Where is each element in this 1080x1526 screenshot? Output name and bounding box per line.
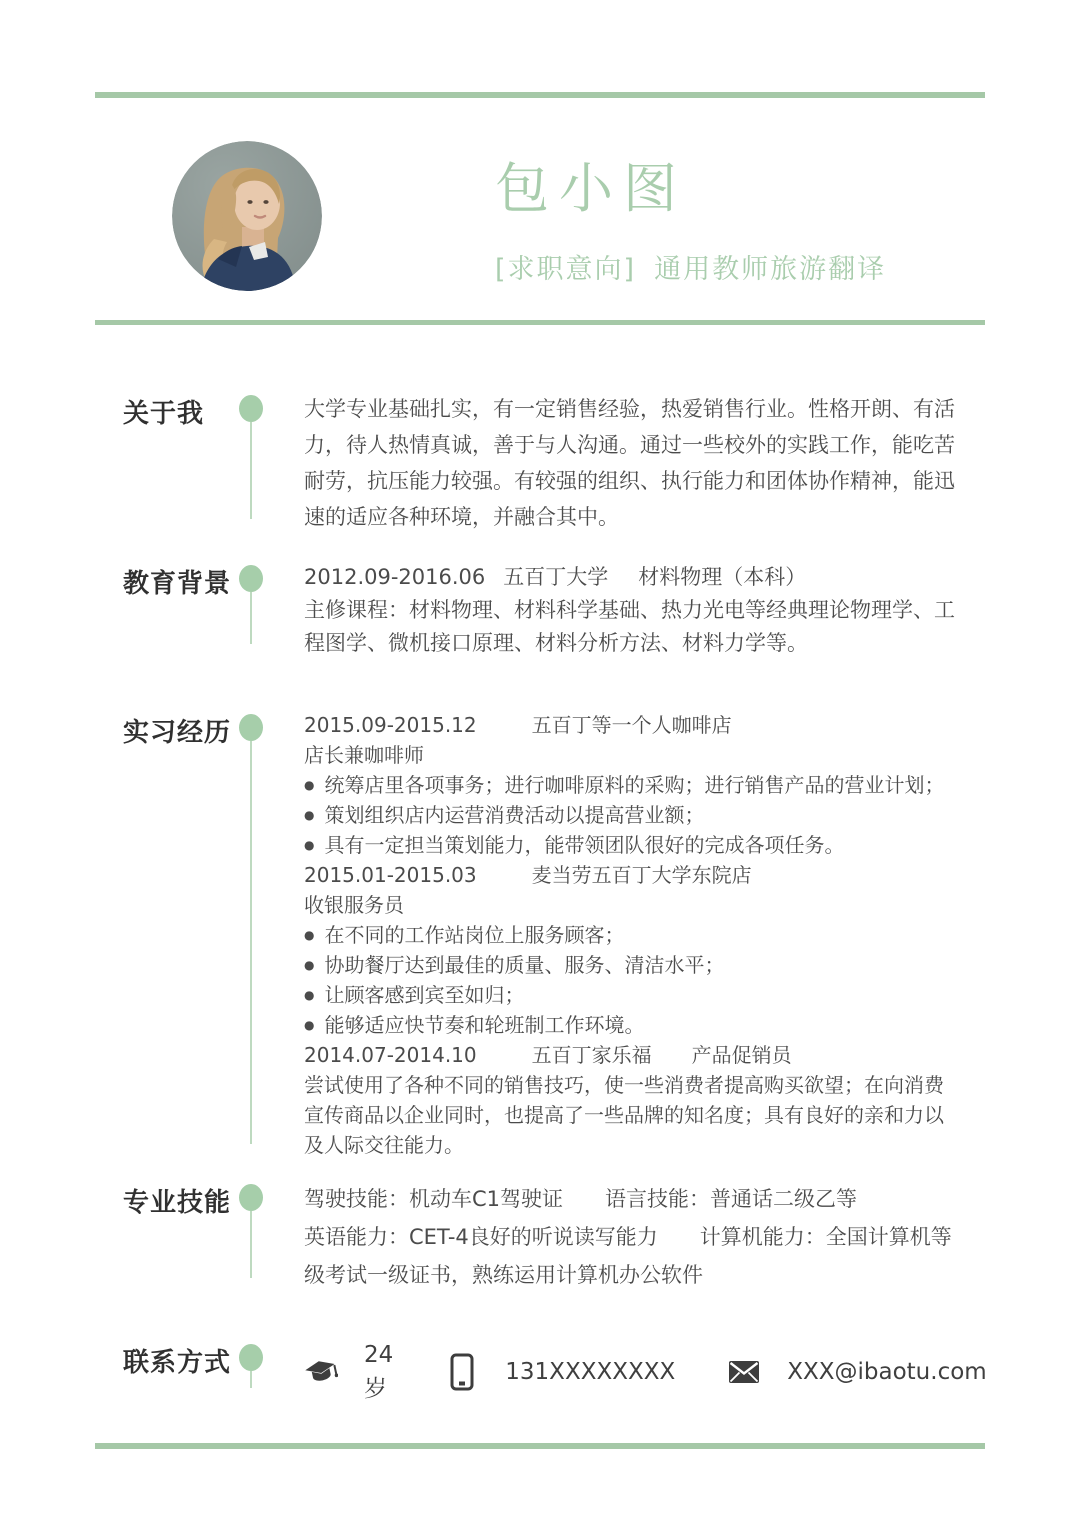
job-role: 产品促销员 — [691, 1043, 792, 1067]
timeline-dot — [239, 1184, 263, 1211]
job-bullet: ● 具有一定担当策划能力，能带领团队很好的完成各项任务。 — [304, 830, 960, 860]
timeline-line — [250, 1371, 252, 1388]
education-degree-line — [304, 561, 960, 594]
timeline-dot — [239, 1344, 263, 1371]
job-company: 麦当劳五百丁大学东院店 — [531, 863, 752, 887]
bullet-icon: ● — [304, 778, 315, 792]
timeline-internship — [238, 714, 264, 1160]
job-bullet: ● 让顾客感到宾至如归； — [304, 980, 960, 1010]
skills-line: 驾驶技能：机动车C1驾驶证 语言技能：普通话二级乙等 — [304, 1187, 858, 1211]
header-divider — [95, 320, 985, 325]
job-description: 尝试使用了各种不同的销售技巧，使一些消费者提高购买欲望；在向消费宣传商品以企业同时，也提高了一些品牌的知名度；具有良好的亲和力以及人际交往能力。 — [304, 1073, 944, 1157]
bottom-divider — [95, 1443, 985, 1449]
job-bullet: ● 能够适应快节奏和轮班制工作环境。 — [304, 1010, 960, 1040]
timeline-dot — [239, 395, 263, 422]
job-intent-value: 通用教师旅游翻译 — [654, 254, 887, 285]
top-divider — [95, 92, 985, 98]
phone-icon — [445, 1353, 479, 1391]
job-bullet: ● 协助餐厅达到最佳的质量、服务、清洁水平； — [304, 950, 960, 980]
timeline-education — [238, 565, 264, 660]
education-content — [304, 561, 960, 660]
graduation-cap-icon — [304, 1358, 338, 1386]
timeline-skills — [238, 1184, 264, 1294]
timeline-dot — [239, 565, 263, 592]
job-head — [304, 1040, 960, 1070]
bullet-icon: ● — [304, 808, 315, 822]
contact-email: XXX@ibaotu.com — [787, 1359, 987, 1385]
section-about-title: 关于我 — [123, 399, 205, 429]
timeline-line — [250, 422, 252, 519]
job-role: 店长兼咖啡师 — [304, 743, 424, 767]
job-head — [304, 860, 960, 890]
job-bullet: ● 在不同的工作站岗位上服务顾客； — [304, 920, 960, 950]
job-bullet: ● 统筹店里各项事务；进行咖啡原料的采购；进行销售产品的营业计划； — [304, 770, 960, 800]
job-intent-label: [求职意向] — [495, 254, 637, 285]
job-date: 2015.01-2015.03 — [304, 863, 477, 887]
bullet-icon: ● — [304, 958, 315, 972]
job-entry — [304, 710, 960, 860]
section-skills-title: 专业技能 — [123, 1188, 232, 1218]
job-role: 收银服务员 — [304, 893, 404, 917]
bullet-icon: ● — [304, 1018, 315, 1032]
section-about — [123, 391, 960, 535]
section-contact-title: 联系方式 — [123, 1348, 232, 1378]
contact-item-age — [304, 1338, 393, 1406]
bullet-icon: ● — [304, 838, 315, 852]
skills-content — [304, 1180, 960, 1294]
header-text — [495, 146, 886, 286]
timeline-about — [238, 395, 264, 535]
job-company: 五百丁等一个人咖啡店 — [531, 713, 732, 737]
timeline-line — [250, 592, 252, 644]
envelope-icon — [727, 1361, 761, 1383]
job-date: 2014.07-2014.10 — [304, 1043, 477, 1067]
section-education-title: 教育背景 — [123, 569, 232, 599]
timeline-line — [250, 1211, 252, 1278]
section-education — [123, 561, 960, 660]
education-school: 五百丁大学 — [503, 565, 609, 589]
header — [95, 140, 985, 292]
job-date: 2015.09-2015.12 — [304, 713, 477, 737]
job-bullet: ● 策划组织店内运营消费活动以提高营业额； — [304, 800, 960, 830]
education-major: 材料物理（本科） — [638, 565, 807, 589]
job-company: 五百丁家乐福 — [531, 1043, 652, 1067]
internship-content — [304, 710, 960, 1160]
contact-row — [304, 1340, 987, 1404]
profile-photo — [172, 141, 322, 291]
contact-item-email — [727, 1355, 986, 1389]
candidate-name: 包小图 — [495, 157, 687, 220]
education-date: 2012.09-2016.06 — [304, 565, 486, 589]
contact-age: 24岁 — [364, 1342, 394, 1402]
timeline-line — [250, 741, 252, 1144]
job-intent — [495, 247, 886, 286]
job-head — [304, 710, 960, 740]
skills-line: 英语能力：CET-4良好的听说读写能力 计算机能力：全国计算机等级考试一级证书，熟练运用计算机办公软件 — [304, 1225, 952, 1287]
contact-phone: 131XXXXXXXX — [505, 1359, 676, 1385]
education-courses: 主修课程：材料物理、材料科学基础、热力光电等经典理论物理学、工程图学、微机接口原理、材料分析方法、材料力学等。 — [304, 598, 955, 655]
section-internship — [123, 710, 960, 1160]
job-entry — [304, 860, 960, 1040]
about-text: 大学专业基础扎实，有一定销售经验，热爱销售行业。性格开朗、有活力，待人热情真诚，善于与人沟通。通过一些校外的实践工作，能吃苦耐劳，抗压能力较强。有较强的组织、执行能力和团体协作精神，能迅速的适应各种环境，并融合其中。 — [304, 397, 955, 529]
section-contact — [123, 1340, 987, 1404]
job-entry — [304, 1040, 960, 1160]
timeline-contact — [238, 1344, 264, 1404]
portrait-illustration — [172, 141, 322, 291]
contact-item-phone — [445, 1353, 675, 1391]
bullet-icon: ● — [304, 928, 315, 942]
section-skills — [123, 1180, 960, 1294]
contact-content — [304, 1340, 987, 1404]
timeline-dot — [239, 714, 263, 741]
bullet-icon: ● — [304, 988, 315, 1002]
section-internship-title: 实习经历 — [123, 718, 232, 748]
